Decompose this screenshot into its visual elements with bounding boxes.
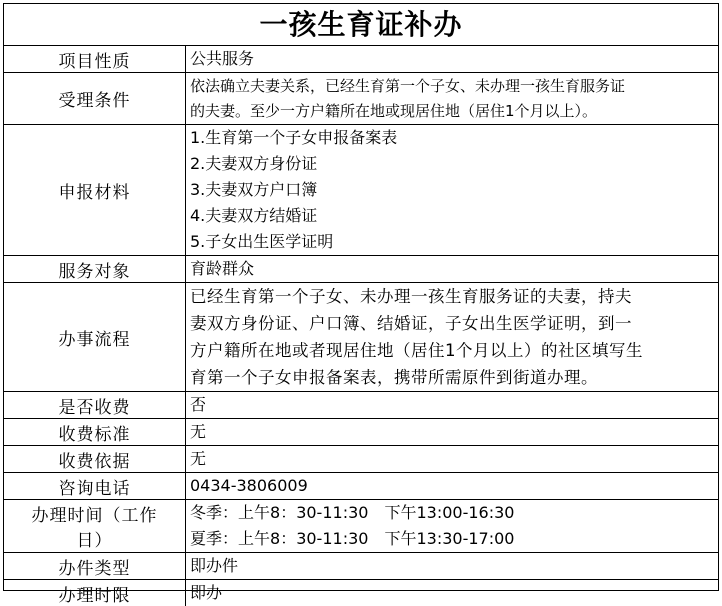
- label-hours: [4, 500, 186, 553]
- material-item: 5.子女出生医学证明: [190, 229, 714, 255]
- row-hours: [4, 500, 718, 553]
- label-conditions: 受理条件: [4, 73, 186, 125]
- row-limit: [4, 580, 718, 606]
- value-hours: [186, 500, 719, 553]
- material-item: 4.夫妻双方结婚证: [190, 203, 714, 229]
- row-fee-standard: [4, 419, 718, 446]
- material-item: 2.夫妻双方身份证: [190, 151, 714, 177]
- process-line: 育第一个子女申报备案表，携带所需原件到街道办理。: [190, 364, 714, 391]
- conditions-line: 的夫妻。至少一方户籍所在地或现居住地（居住1个月以上）。: [190, 99, 714, 124]
- value-nature: 公共服务: [186, 46, 719, 73]
- label-phone: 咨询电话: [4, 473, 186, 500]
- label-materials: 申报材料: [4, 125, 186, 256]
- value-conditions: [186, 73, 719, 125]
- label-hours-line: 办理时间（工作: [8, 501, 181, 526]
- row-process: [4, 283, 718, 392]
- row-type: [4, 553, 718, 580]
- conditions-line: 依法确立夫妻关系，已经生育第一个子女、未办理一孩生育服务证: [190, 74, 714, 99]
- label-fee-standard: 收费标准: [4, 419, 186, 446]
- row-fee: [4, 392, 718, 419]
- summer-season: 夏季：: [190, 529, 238, 548]
- hours-winter: [190, 500, 714, 526]
- info-table: [4, 46, 718, 606]
- value-fee: 否: [186, 392, 719, 419]
- winter-pm: 下午13:00-16:30: [384, 503, 514, 522]
- value-materials: [186, 125, 719, 256]
- value-phone: 0434-3806009: [186, 473, 719, 500]
- process-line: 已经生育第一个子女、未办理一孩生育服务证的夫妻，持夫: [190, 283, 714, 310]
- winter-am: 上午8：30-11:30: [238, 503, 368, 522]
- label-type: 办件类型: [4, 553, 186, 580]
- row-fee-basis: [4, 446, 718, 473]
- value-process: [186, 283, 719, 392]
- sheet-title: 一孩生育证补办: [4, 4, 718, 46]
- label-limit: 办理时限: [4, 580, 186, 606]
- service-info-sheet: [3, 3, 719, 591]
- material-item: 1.生育第一个子女申报备案表: [190, 125, 714, 151]
- value-type: 即办件: [186, 553, 719, 580]
- value-fee-basis: 无: [186, 446, 719, 473]
- label-process: 办事流程: [4, 283, 186, 392]
- winter-season: 冬季：: [190, 503, 238, 522]
- label-fee-basis: 收费依据: [4, 446, 186, 473]
- value-fee-standard: 无: [186, 419, 719, 446]
- row-phone: [4, 473, 718, 500]
- row-conditions: [4, 73, 718, 125]
- summer-am: 上午8：30-11:30: [238, 529, 368, 548]
- label-fee: 是否收费: [4, 392, 186, 419]
- row-materials: [4, 125, 718, 256]
- label-hours-line: 日）: [8, 526, 181, 551]
- row-nature: [4, 46, 718, 73]
- material-item: 3.夫妻双方户口簿: [190, 177, 714, 203]
- value-target: 育龄群众: [186, 256, 719, 283]
- label-target: 服务对象: [4, 256, 186, 283]
- value-limit: 即办: [186, 580, 719, 606]
- hours-summer: [190, 526, 714, 552]
- label-nature: 项目性质: [4, 46, 186, 73]
- summer-pm: 下午13:30-17:00: [384, 529, 514, 548]
- process-line: 妻双方身份证、户口簿、结婚证，子女出生医学证明，到一: [190, 310, 714, 337]
- process-line: 方户籍所在地或者现居住地（居住1个月以上）的社区填写生: [190, 337, 714, 364]
- row-target: [4, 256, 718, 283]
